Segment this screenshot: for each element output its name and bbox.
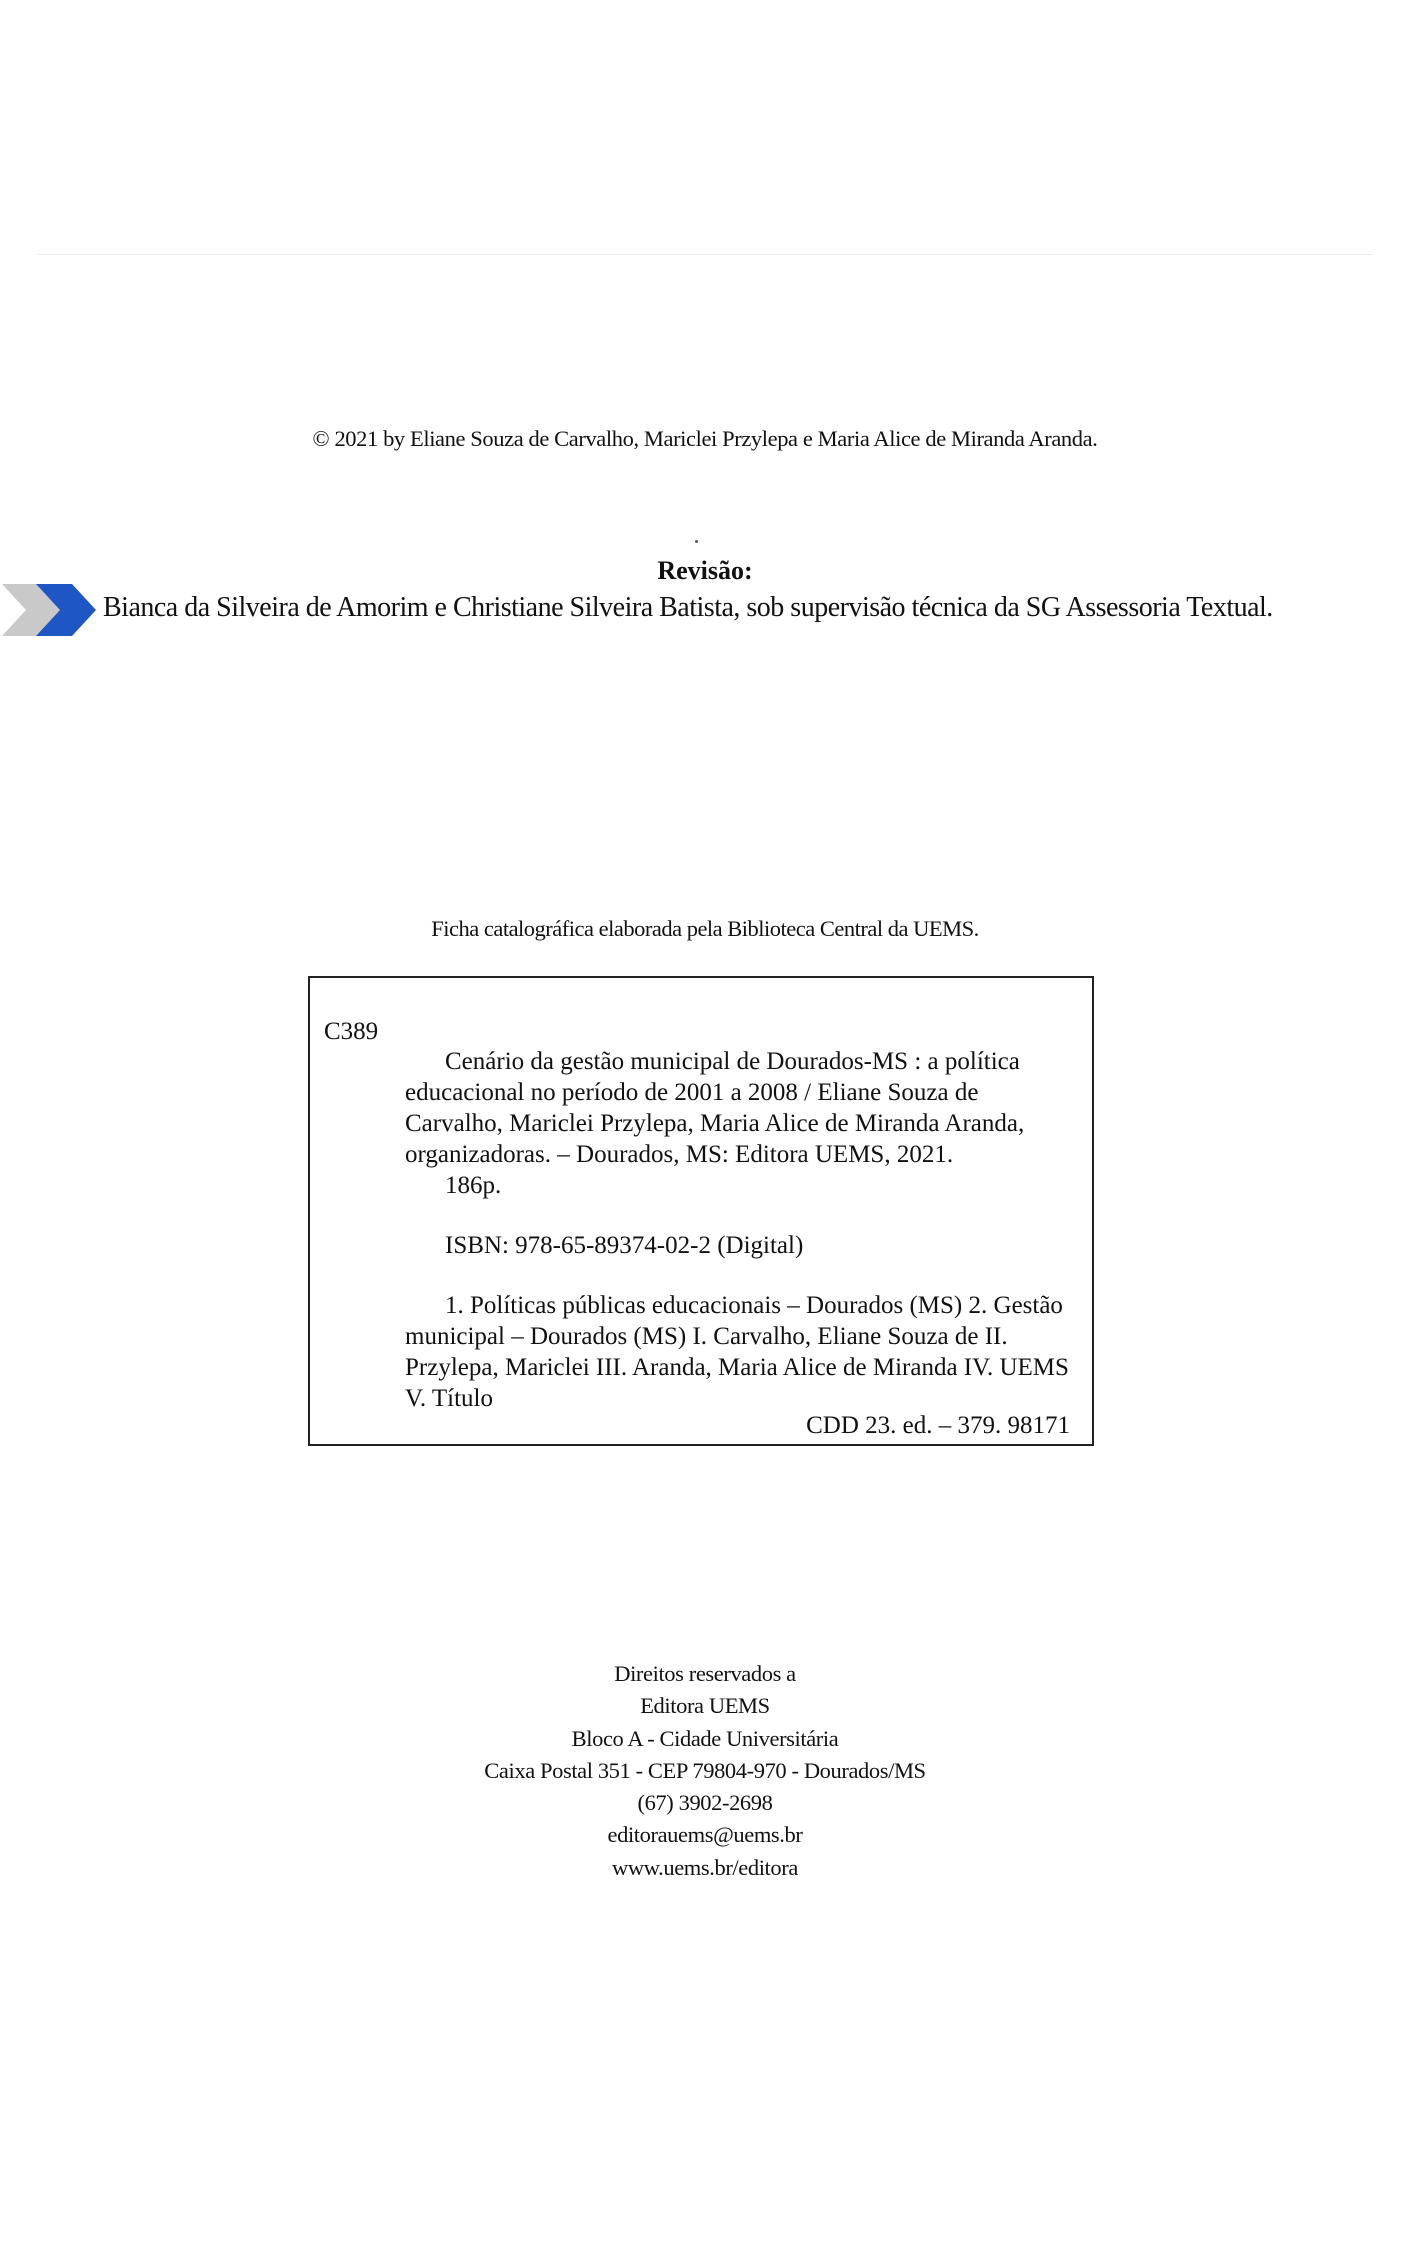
- publisher-phone: (67) 3902-2698: [637, 1790, 773, 1816]
- publisher-name: Editora UEMS: [640, 1693, 770, 1719]
- revision-label: Revisão:: [657, 556, 753, 585]
- subject-headings: 1. Políticas públicas educacionais – Dourados (MS) 2. Gestão municipal – Dourados (MS) I. Carvalho, Eliane Souza de II. Przylepa, Mariclei III. Aranda, Maria Alice de Miranda IV. UEMS V. Título: [405, 1292, 1069, 1412]
- publisher-address: Bloco A - Cidade Universitária: [571, 1725, 839, 1751]
- publisher-website: www.uems.br/editora: [612, 1854, 798, 1880]
- publisher-email: editorauems@uems.br: [607, 1822, 803, 1848]
- rights-line: Direitos reservados a: [614, 1661, 796, 1686]
- publisher-rights: [0, 1658, 1410, 1884]
- cdd-classification: CDD 23. ed. – 379. 98171: [806, 1412, 1070, 1439]
- dot-mark: [695, 540, 698, 543]
- page-count: 186p.: [445, 1172, 502, 1199]
- revision-names: Bianca da Silveira de Amorim e Christiane Silveira Batista, sob supervisão técnica da SG Assessoria Textual.: [103, 592, 1273, 623]
- catalog-note: Ficha catalográfica elaborada pela Biblioteca Central da UEMS.: [431, 916, 979, 941]
- catalog-entry: [405, 1046, 1075, 1414]
- call-number: C389: [324, 1018, 379, 1045]
- title-entry: Cenário da gestão municipal de Dourados-MS : a política educacional no período de 2001 a 2008 / Eliane Souza de Carvalho, Mariclei Przylepa, Maria Alice de Miranda Aranda, organizadoras. – Dourados, MS: Editora UEMS, 2021.: [405, 1048, 1025, 1168]
- catalog-card: [308, 976, 1094, 1446]
- double-chevron-right-icon: [0, 582, 100, 638]
- copyright-notice: © 2021 by Eliane Souza de Carvalho, Mariclei Przylepa e Maria Alice de Miranda Aranda.: [312, 426, 1098, 451]
- publisher-postal: Caixa Postal 351 - CEP 79804-970 - Dourados/MS: [484, 1757, 926, 1783]
- top-divider: [38, 254, 1373, 255]
- isbn: ISBN: 978-65-89374-02-2 (Digital): [445, 1232, 804, 1259]
